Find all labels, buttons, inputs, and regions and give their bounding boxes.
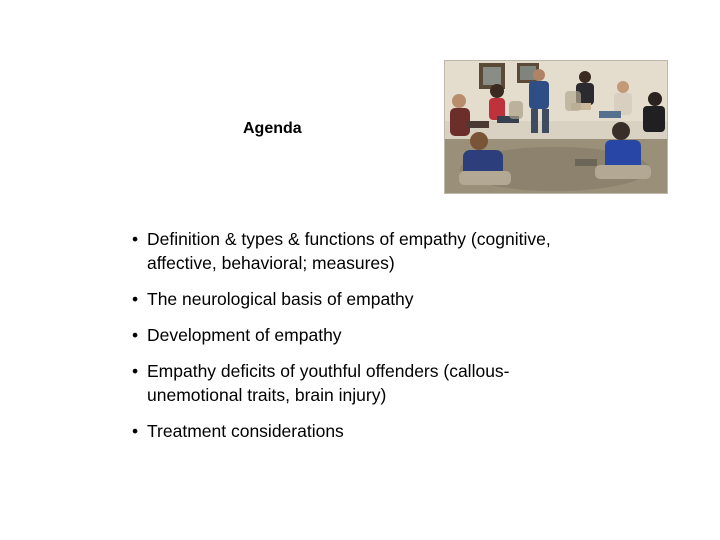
bullet-dot: • xyxy=(132,361,139,381)
agenda-item xyxy=(132,287,602,311)
bullet-dot: • xyxy=(132,421,139,441)
agenda-item-text: Treatment considerations xyxy=(147,421,344,441)
agenda-item-text: Definition & types & functions of empathy (cognitive, affective, behavioral; measures) xyxy=(147,229,551,273)
agenda-item xyxy=(132,227,602,275)
bullet-dot: • xyxy=(132,289,139,309)
slide-title: Agenda xyxy=(243,120,302,137)
bullet-dot: • xyxy=(132,229,139,249)
agenda-item xyxy=(132,419,602,443)
agenda-item-text: Empathy deficits of youthful offenders (callous-unemotional traits, brain injury) xyxy=(147,361,510,405)
agenda-item-text: The neurological basis of empathy xyxy=(147,289,414,309)
agenda-list xyxy=(132,227,602,455)
group-therapy-photo xyxy=(444,60,668,194)
agenda-item xyxy=(132,323,602,347)
agenda-item-text: Development of empathy xyxy=(147,325,342,345)
agenda-item xyxy=(132,359,602,407)
bullet-dot: • xyxy=(132,325,139,345)
